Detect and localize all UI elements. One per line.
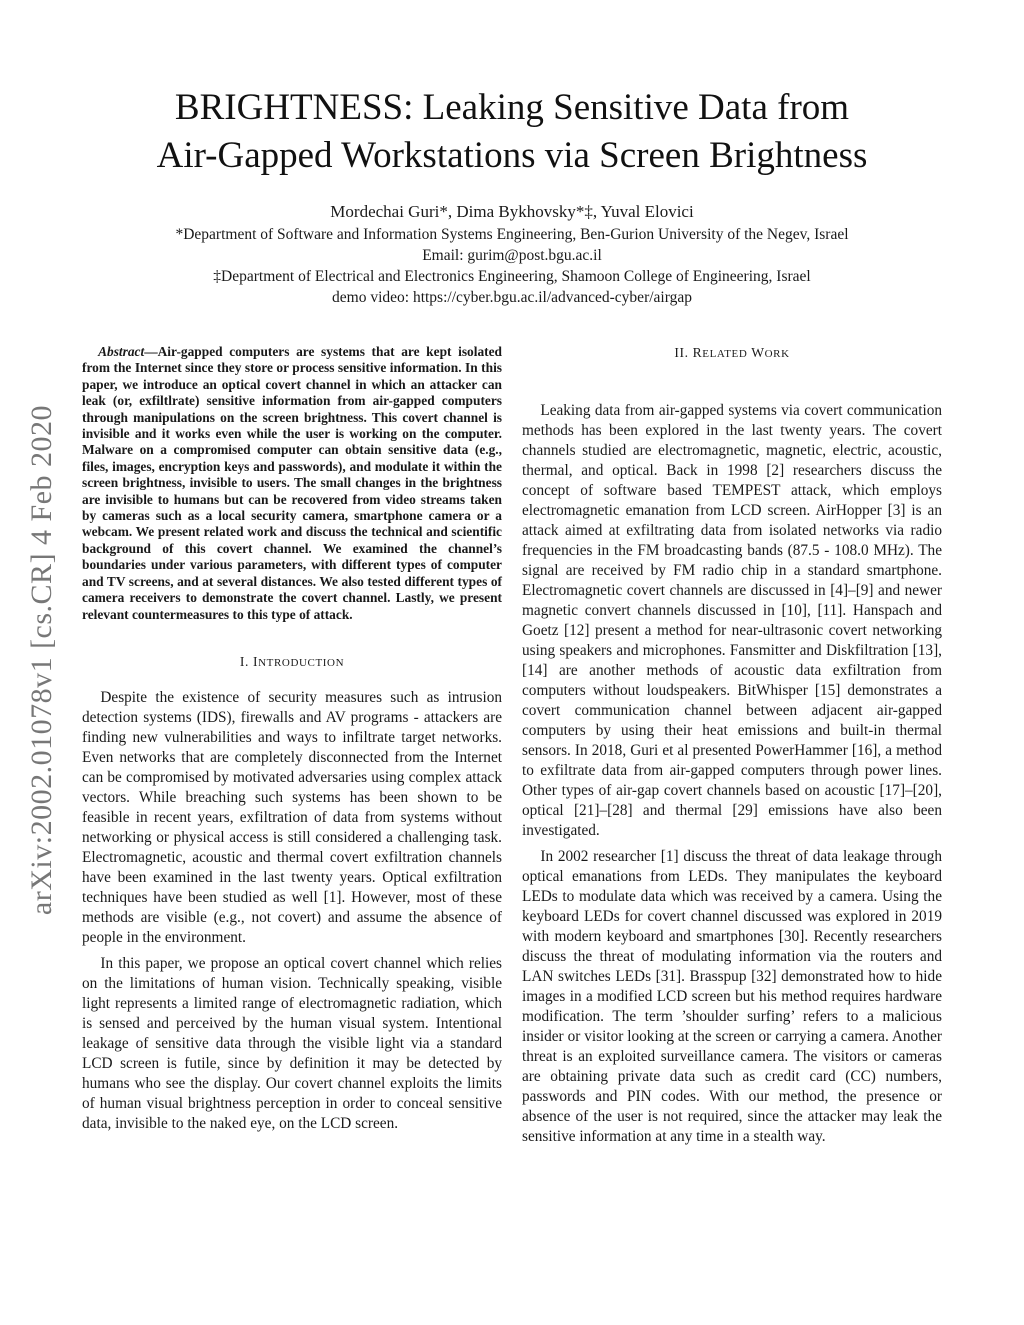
intro-heading-num: I. (239, 653, 249, 669)
demo-video-link[interactable]: demo video: https://cyber.bgu.ac.il/advanced-cyber/airgap (332, 289, 692, 306)
related-heading-rest1: ELATED (702, 348, 748, 360)
title-line-2: Air-Gapped Workstations via Screen Brightness (156, 135, 868, 176)
related-paragraph-2: In 2002 researcher [1] discuss the threat of data leakage through optical emanations from LEDs. They manipulates the keyboard LEDs to modulate data which was received by a camera. Using the keyboard LEDs for covert channel discussed was explored in 2019 with modern keyboard and smartphones [30]. Recently researchers discuss the threat of modulating information via the routers and LAN switches LEDs [31]. Brasspup [32] demonstrated how to hide images in a modified LCD screen but his method requires hardware modification. The term ’shoulder surfing’ refers to a malicious insider or visitor looking at the screen or carrying a camera. Another threat is an exploited surveillance camera. The visitors or cameras are obtaining private data such as credit card (CC) numbers, passwords and PIN codes. With our method, the presence or absence of the user is not required, since the attacker may leak the sensitive information at any time in a stealth way. (522, 848, 942, 1145)
related-heading-rest2: ORK (764, 348, 790, 360)
abstract-label: Abstract (98, 344, 145, 359)
left-column (82, 344, 502, 1140)
affiliation-2: ‡Department of Electrical and Electronics Engineering, Shamoon College of Engineering, Israel (213, 268, 811, 285)
intro-paragraph-1: Despite the existence of security measures such as intrusion detection systems (IDS), firewalls and AV programs - attackers are finding new vulnerabilities and ways to infiltrate target networks. Even networks that are completely disconnected from the Internet can be compromised by motivated adversaries using complex attack vectors. While breaching such systems has been shown to be feasible in recent years, exfiltration of data from systems without networking or physical access is still considered a challenging task. Electromagnetic, acoustic and thermal covert exfiltration channels have been examined in the last twenty years. Optical exfiltration techniques have been studied as well [1]. However, most of these methods are visible (e.g., not covert) and assume the absence of people in the environment. (82, 688, 502, 946)
related-heading-num: II. (674, 345, 689, 360)
arxiv-id-text: arXiv:2002.01078v1 [cs.CR] 4 Feb 2020 (25, 404, 58, 916)
email: Email: gurim@post.bgu.ac.il (422, 247, 602, 264)
affiliation-1: *Department of Software and Information Systems Engineering, Ben-Gurion University of the Negev, Israel (175, 226, 849, 243)
related-heading-cap1: R (692, 345, 703, 360)
right-column (522, 344, 942, 1153)
paper-title (80, 84, 944, 180)
author-names: Mordechai Guri*, Dima Bykhovsky*‡, Yuval Elovici (330, 202, 694, 221)
author-block (80, 200, 944, 308)
intro-heading-cap: I (252, 653, 259, 669)
related-paragraph-1: Leaking data from air-gapped systems via covert communication methods has been explored in the last twenty years. The covert channels studied are electromagnetic, magnetic, electric, acoustic, thermal, and optical. Back in 1998 [2] researchers discuss the concept of software based TEMPEST attack, which employs electromagnetic emanation from LCD screen. AirHopper [3] is an attack aimed at exfiltrating data from isolated networks via radio frequencies in the FM broadcasting bands (87.5 - 108.0 MHz). The signal are received by FM radio chip in a standard smartphone. Electromagnetic covert channels are discussed in [4]–[9] and newer magnetic convert channels discussed in [10], [11]. Hanspach and Goetz [12] present a method for near-ultrasonic covert networking using speakers and microphones. Fansmitter and Diskfiltration [13], [14] are another methods of acoustic data exfiltration from computers without loudspeakers. BitWhisper [15] demonstrates a covert communication channel between adjacent air-gapped computers by using their heat emissions and built-in thermal sensors. In 2018, Guri et al presented PowerHammer [16], a method to exfiltrate data from air-gapped computers through power lines. Other types of air-gap covert channels based on acoustic [17]–[20], optical [21]–[28] and thermal [29] emissions have also been investigated. (522, 402, 942, 839)
intro-heading-rest: NTRODUCTION (258, 656, 345, 669)
abstract-text: —Air-gapped computers are systems that are kept isolated from the Internet since they store or process sensitive information. In this paper, we introduce an optical covert channel in which an attacker can leak (or, exfiltlrate) sensitive information from air-gapped computers through manipulations on the screen brightness. This covert channel is invisible and it works even while the user is working on the computer. Malware on a compromised computer can obtain sensitive data (e.g., files, images, encryption keys and passwords), and modulate it within the screen brightness, invisible to users. The small changes in the brightness are invisible to humans but can be recovered from video streams taken by cameras such as a local security camera, smartphone camera or a webcam. We present related work and discuss the technical and scientific background of this covert channel. We examined the channel’s boundaries under various parameters, with different types of computer and TV screens, and at several distances. We also tested different types of camera receivers to demonstrate the covert channel. Lastly, we present relevant countermeasures to this type of attack. (82, 344, 502, 622)
abstract (82, 344, 502, 623)
section-heading-introduction (82, 653, 502, 672)
arxiv-identifier (22, 360, 62, 960)
title-line-1: BRIGHTNESS: Leaking Sensitive Data from (174, 87, 850, 128)
intro-paragraph-2: In this paper, we propose an optical covert channel which relies on the limitations of human vision. Technically speaking, visible light represents a limited range of electromagnetic radiation, which is sensed and perceived by the human visual system. Intentional leakage of sensitive data through the visible light via a standard LCD screen is futile, since by definition it may be detected by humans who see the display. Our covert channel exploits the limits of human visual brightness perception in order to conceal sensitive data, invisible to the naked eye, on the LCD screen. (82, 954, 502, 1132)
section-heading-related-work (522, 344, 942, 363)
related-heading-cap2: W (751, 345, 765, 360)
